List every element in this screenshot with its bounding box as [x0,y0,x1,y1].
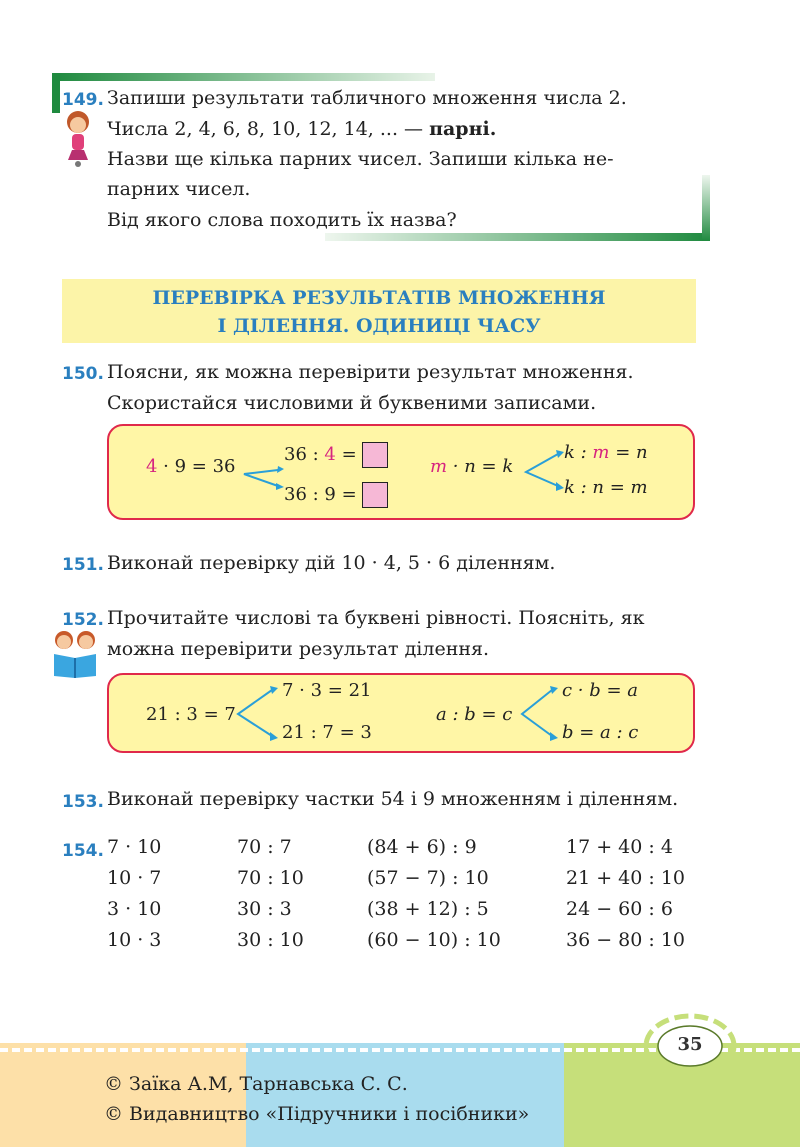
ex150-check1-c: = [335,444,357,465]
section-title-line2: І ДІЛЕННЯ. ОДИНИЦІ ЧАСУ [217,315,541,337]
copyright-authors: © Заїка А.М, Тарнавська С. С. [104,1073,408,1095]
section-title-line1: ПЕРЕВІРКА РЕЗУЛЬТАТІВ МНОЖЕННЯ [152,287,606,309]
copyright-publisher: © Видавництво «Підручники і посібники» [104,1103,530,1125]
ex149-frame-right [702,175,710,241]
ex150-right-eq [430,456,513,477]
ex149-line5: Від якого слова походить їх назва? [107,209,457,231]
ex154-c4-r1: 17 + 40 : 4 [566,836,673,858]
ex150-rcheck1-c: = n [609,442,648,463]
page-number: 35 [677,1034,703,1055]
answer-box-1[interactable] [362,442,388,468]
ex149-line4: парних чисел. [107,178,251,200]
ex150-rcheck1 [564,442,648,463]
ex154-number: 154. [62,841,104,861]
ex154-c3-r2: (57 − 7) : 10 [367,867,489,889]
ex151-number: 151. [62,555,104,575]
ex154-c2-r4: 30 : 10 [237,929,304,951]
ex150-check1-a: 36 : [284,444,325,465]
ex150-check1 [284,442,388,468]
answer-box-2[interactable] [362,482,388,508]
ex154-c4-r4: 36 − 80 : 10 [566,929,686,951]
ex154-c1-r1: 7 · 10 [107,836,162,858]
ex150-check2 [284,482,388,508]
ex152-number: 152. [62,610,104,630]
ex149-frame-left [52,73,60,113]
ex154-c1-r3: 3 · 10 [107,898,162,920]
ex149-frame [52,73,435,81]
ex154-c2-r1: 70 : 7 [237,836,292,858]
ex149-line1: Запиши результати табличного множення числа 2. [107,87,627,109]
ex149-line2 [107,114,496,144]
ex152-rcheck2: b = a : c [562,722,639,743]
ex153-number: 153. [62,792,104,812]
ex149-line2-text: Числа 2, 4, 6, 8, 10, 12, 14, ... — [107,118,424,140]
ex150-rcheck1-a: k : [564,442,593,463]
ex154-c3-r4: (60 − 10) : 10 [367,929,501,951]
ex152-rcheck1: c · b = a [562,680,639,701]
ex154-c2-r2: 70 : 10 [237,867,304,889]
ex150-right-m: m [430,456,448,477]
ex152-left-eq: 21 : 3 = 7 [146,704,236,725]
ex154-c1-r4: 10 · 3 [107,929,162,951]
ex151-text: Виконай перевірку дій 10 · 4, 5 · 6 діленням. [107,552,556,574]
ex154-c3-r1: (84 + 6) : 9 [367,836,477,858]
ex150-rcheck2: k : n = m [564,477,648,498]
ex150-number: 150. [62,364,104,384]
ex153-text: Виконай перевірку частки 54 і 9 множенням і діленням. [107,788,679,810]
ex149-line2-bold: парні. [429,118,497,140]
ex150-line2: Скористайся числовими й буквеними записами. [107,392,597,414]
ex150-check2-text: 36 : 9 = [284,484,357,505]
ex154-c2-r3: 30 : 3 [237,898,292,920]
ex154-c3-r3: (38 + 12) : 5 [367,898,489,920]
ex150-left-eq [146,456,236,477]
ex154-c1-r2: 10 · 7 [107,867,162,889]
ex152-check2: 21 : 7 = 3 [282,722,372,743]
kids-reading-icon [48,628,104,678]
ex149-line3: Назви ще кілька парних чисел. Запиши кілька не- [107,148,614,170]
ex149-number: 149. [62,90,104,110]
ex154-c4-r2: 21 + 40 : 10 [566,867,686,889]
ex150-rcheck1-b: m [592,442,610,463]
ex150-line1: Поясни, як можна перевірити результат множення. [107,361,634,383]
ex150-right-rest: · n = k [447,456,514,477]
section-header [62,279,696,343]
girl-icon [62,110,94,170]
ex150-left-b: · 9 = 36 [157,456,236,477]
ex152-line1: Прочитайте числові та буквені рівності. Поясніть, як [107,607,645,629]
ex152-line2: можна перевірити результат ділення. [107,638,490,660]
ex152-right-eq: a : b = c [436,704,513,725]
ex150-left-a: 4 [146,456,158,477]
ex150-check1-b: 4 [324,444,336,465]
ex152-check1: 7 · 3 = 21 [282,680,372,701]
ex154-c4-r3: 24 − 60 : 6 [566,898,673,920]
